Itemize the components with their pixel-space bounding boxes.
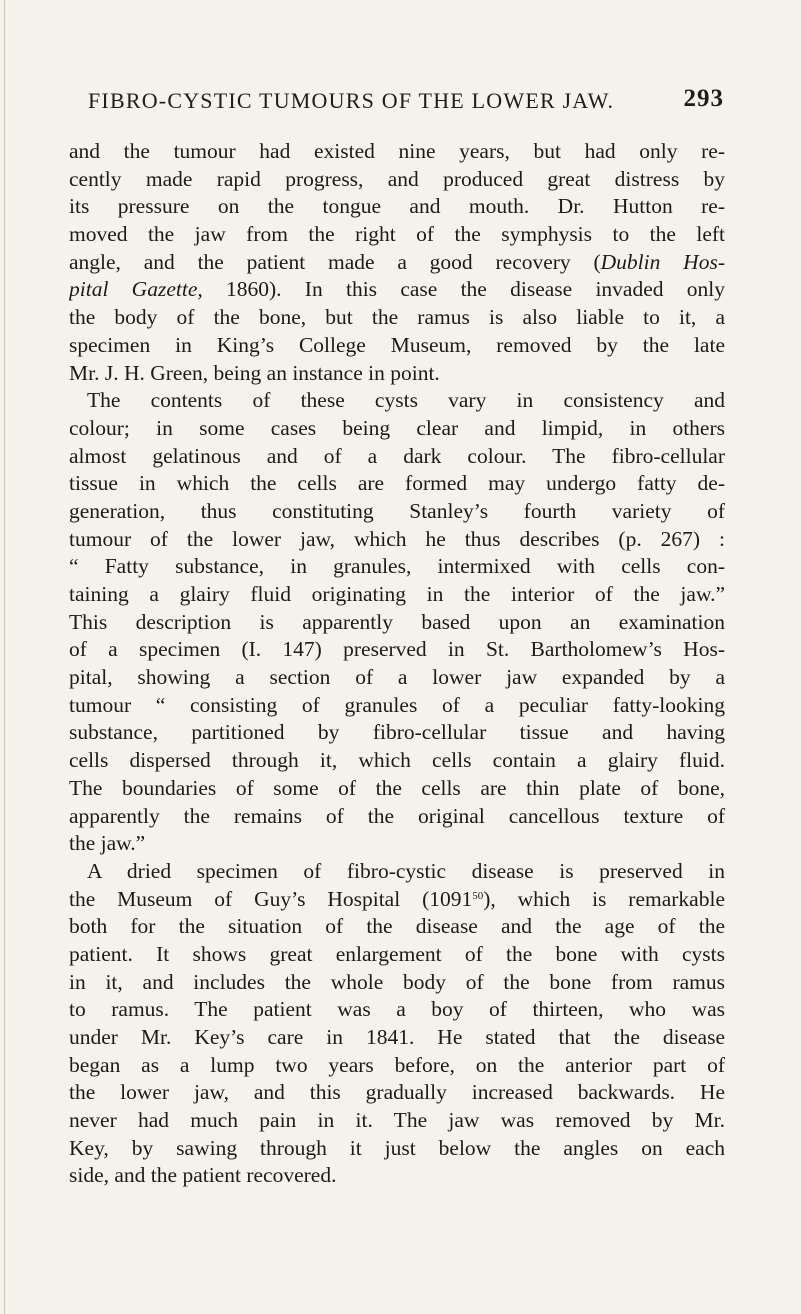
text-line: almost gelatinous and of a dark colour. The fibro-cellular [69, 443, 725, 468]
text-fragment: the Museum of Guy’s Hospital (1091 [69, 886, 473, 911]
citation-italic: Dublin Hos- [600, 249, 725, 274]
text-line: of a specimen (I. 147) preserved in St. Bartholomew’s Hos- [69, 637, 725, 662]
running-head: FIBRO-CYSTIC TUMOURS OF THE LOWER JAW. [88, 88, 615, 113]
text-line: cells dispersed through it, which cells contain a glairy fluid. [69, 748, 725, 773]
text-line: tumour “ consisting of granules of a peculiar fatty-looking [69, 692, 725, 717]
text-line: taining a glairy fluid originating in the interior of the jaw.” [69, 582, 725, 606]
page-header [88, 85, 724, 124]
text-fragment: angle, and the patient made a good recovery ( [69, 249, 601, 274]
text-line: substance, partitioned by fibro-cellular tissue and having [69, 720, 725, 745]
text-line: to ramus. The patient was a boy of thirteen, who was [69, 997, 725, 1022]
text-line [69, 276, 725, 304]
text-fragment: 1860). In this case the disease invaded only [202, 277, 725, 302]
text-line: its pressure on the tongue and mouth. Dr. Hutton re- [69, 194, 725, 219]
text-line: patient. It shows great enlargement of the bone with cysts [69, 941, 725, 966]
text-line: never had much pain in it. The jaw was removed by Mr. [69, 1108, 725, 1133]
text-line: apparently the remains of the original cancellous texture of [69, 803, 725, 828]
citation-italic: pital Gazette, [69, 277, 203, 302]
text-line: A dried specimen of fibro-cystic disease is preserved in [87, 858, 725, 883]
page-edge [4, 0, 5, 1314]
text-line: The boundaries of some of the cells are thin plate of bone, [69, 775, 725, 800]
text-line: the lower jaw, and this gradually increased backwards. He [69, 1080, 725, 1105]
text-line: specimen in King’s College Museum, removed by the late [69, 332, 725, 357]
text-line: The contents of these cysts vary in consistency and [87, 388, 725, 413]
text-line: in it, and includes the whole body of the bone from ramus [69, 969, 725, 994]
text-line: Key, by sawing through it just below the angles on each [69, 1135, 725, 1160]
text-line: colour; in some cases being clear and limpid, in others [69, 415, 725, 440]
text-line: began as a lump two years before, on the anterior part of [69, 1052, 725, 1077]
text-fragment: ), which is remarkable [483, 886, 725, 911]
text-line: the body of the bone, but the ramus is also liable to it, a [69, 305, 725, 330]
text-line: tissue in which the cells are formed may undergo fatty de- [69, 471, 725, 496]
superscript: 50 [472, 889, 484, 902]
text-line: “ Fatty substance, in granules, intermixed with cells con- [69, 554, 725, 579]
body-text [69, 138, 725, 1190]
text-line: the jaw.” [69, 831, 146, 856]
text-line: Mr. J. H. Green, being an instance in point. [69, 360, 440, 385]
text-line: This description is apparently based upon an examination [69, 609, 725, 634]
text-line: cently made rapid progress, and produced great distress by [69, 166, 725, 191]
text-line: side, and the patient recovered. [69, 1163, 337, 1188]
text-line: generation, thus constituting Stanley’s fourth variety of [69, 498, 725, 523]
text-line: and the tumour had existed nine years, but had only re- [69, 139, 725, 163]
text-line [69, 249, 725, 277]
text-line: both for the situation of the disease and the age of the [69, 914, 725, 939]
text-line: under Mr. Key’s care in 1841. He stated that the disease [69, 1025, 725, 1049]
text-line: tumour of the lower jaw, which he thus describes (p. 267) : [69, 526, 725, 551]
text-line: moved the jaw from the right of the symphysis to the left [69, 222, 725, 247]
text-line: pital, showing a section of a lower jaw expanded by a [69, 665, 725, 690]
page-number: 293 [683, 85, 724, 112]
text-line [69, 886, 725, 914]
